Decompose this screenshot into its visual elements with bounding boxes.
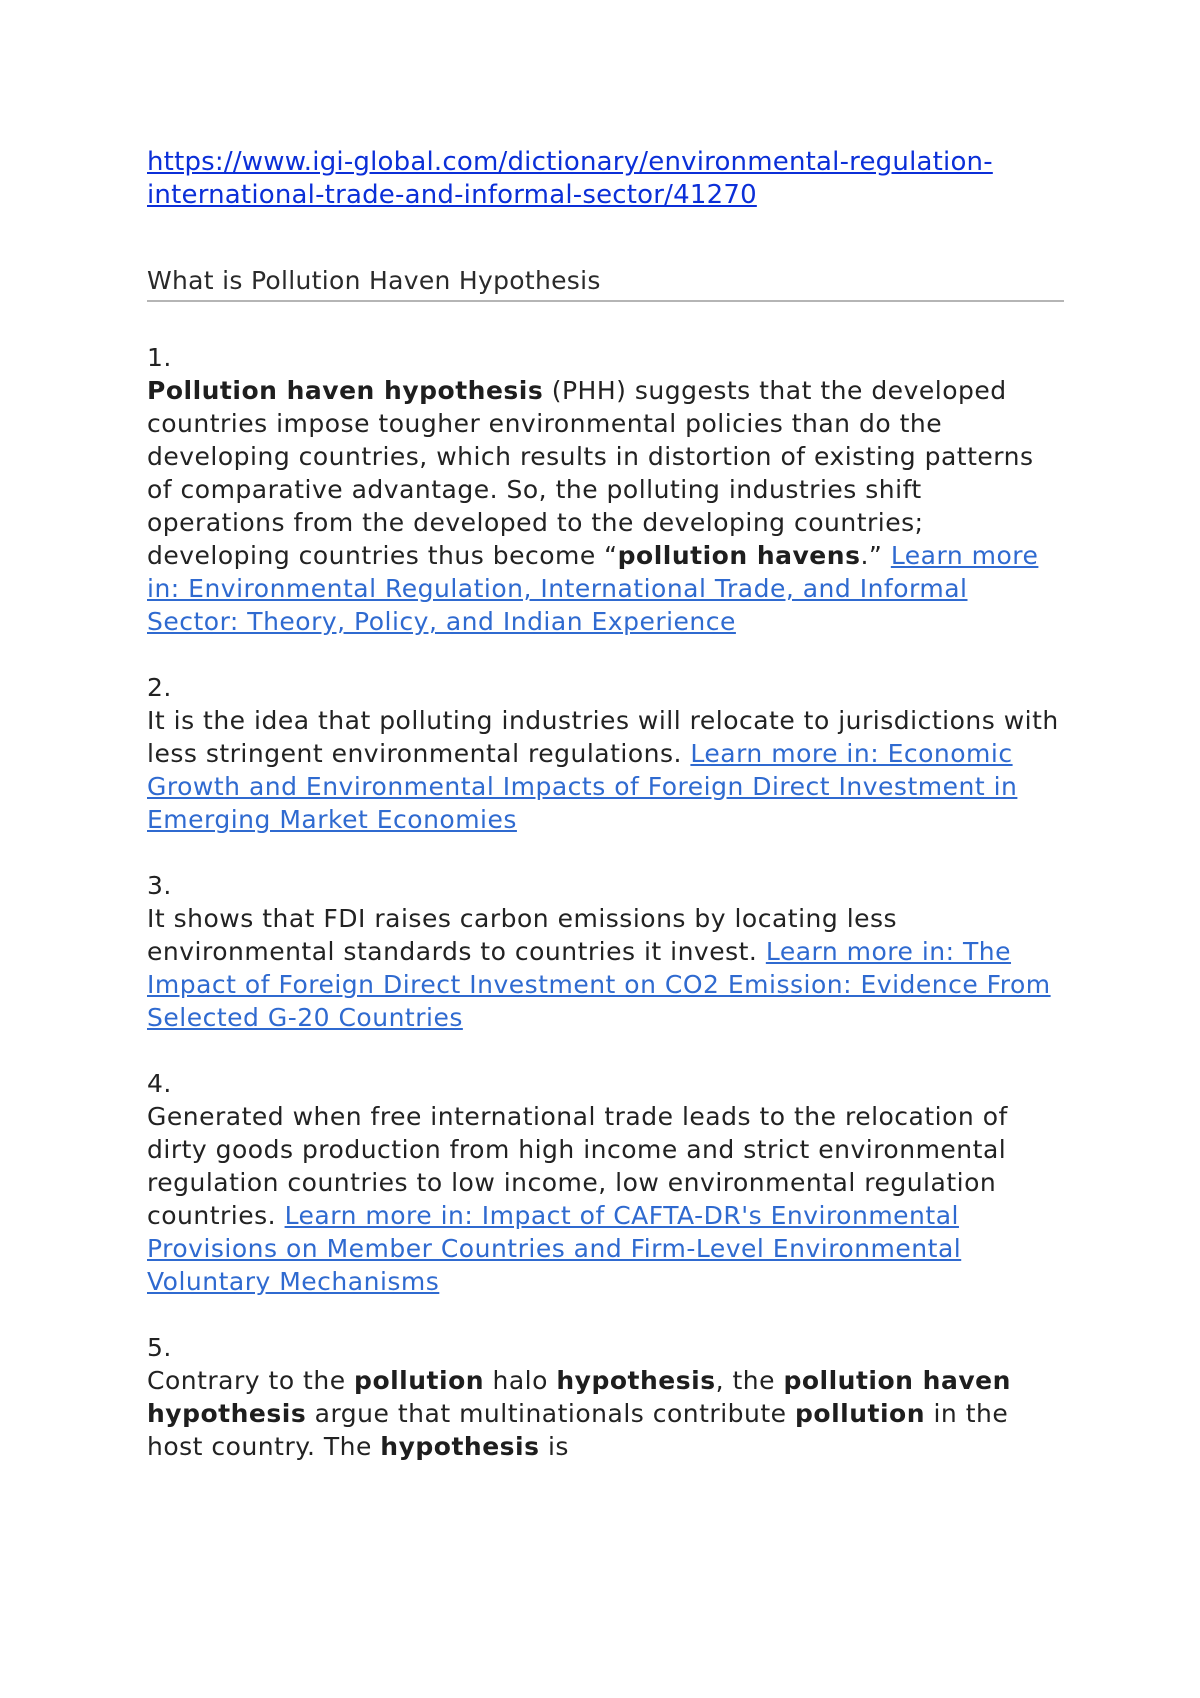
definition-text (147, 902, 1064, 1034)
definition-number: 2. (147, 673, 172, 702)
definition-number: 3. (147, 871, 172, 900)
text-run: is (539, 1432, 569, 1461)
learn-more-link[interactable]: Learn more in: Economic Growth and Environmental Impacts of Foreign Direct Investment in Emerging Market Economies (147, 739, 1018, 834)
learn-more-link[interactable]: Learn more in: The Impact of Foreign Direct Investment on CO2 Emission: Evidence From Selected G-20 Countries (147, 937, 1051, 1032)
text-run: (PHH) suggests that the developed countries impose tougher environmental policies than do the developing countries, which results in distortion of existing patterns of comparative advantage. So, the polluting industries shift operations from the developed to the developing countries; developing countries thus become “ (147, 376, 1034, 570)
text-run: , the (715, 1366, 784, 1395)
learn-more-link[interactable]: Learn more in: Impact of CAFTA-DR's Environmental Provisions on Member Countries and Firm-Level Environmental Voluntary Mechanisms (147, 1201, 962, 1296)
definition-entry (147, 1067, 1064, 1298)
text-run: Contrary to the (147, 1366, 355, 1395)
text-run: argue that multinationals contribute (306, 1399, 796, 1428)
definition-entry (147, 671, 1064, 836)
bold-term: Pollution haven hypothesis (147, 376, 544, 405)
definition-number: 1. (147, 343, 172, 372)
text-run: .” (860, 541, 891, 570)
page-heading: What is Pollution Haven Hypothesis (147, 266, 1064, 302)
text-run: It is the idea that polluting industries will relocate to jurisdictions with less stringent environmental regulations. (147, 706, 1059, 768)
definition-entry (147, 869, 1064, 1034)
bold-term: pollution havens (617, 541, 861, 570)
text-run: Generated when free international trade leads to the relocation of dirty goods production from high income and strict environmental regulation countries to low income, low environmental regulation countries. (147, 1102, 1008, 1230)
learn-more-link[interactable]: Learn more in: Environmental Regulation, International Trade, and Informal Sector: Theory, Policy, and Indian Experience (147, 541, 1039, 636)
definition-entry (147, 341, 1064, 638)
text-run: It shows that FDI raises carbon emissions by locating less environmental standards to countries it invest. (147, 904, 898, 966)
definition-entry (147, 1331, 1064, 1463)
bold-term: pollution (795, 1399, 926, 1428)
bold-term: hypothesis (556, 1366, 716, 1395)
definition-text (147, 704, 1064, 836)
definitions-list (147, 341, 1064, 1463)
definition-number: 5. (147, 1333, 172, 1362)
definition-number: 4. (147, 1069, 172, 1098)
definition-text (147, 1100, 1064, 1298)
definition-text (147, 1364, 1064, 1463)
text-run: halo (484, 1366, 557, 1395)
bold-term: hypothesis (380, 1432, 540, 1461)
definition-text (147, 374, 1064, 638)
bold-term: pollution haven hypothesis (147, 1366, 1011, 1428)
bold-term: pollution (354, 1366, 485, 1395)
text-run: in the host country. The (147, 1399, 1009, 1461)
source-url-link[interactable]: https://www.igi-global.com/dictionary/environmental-regulation-international-trade-and-informal-sector/41270 (147, 147, 993, 210)
